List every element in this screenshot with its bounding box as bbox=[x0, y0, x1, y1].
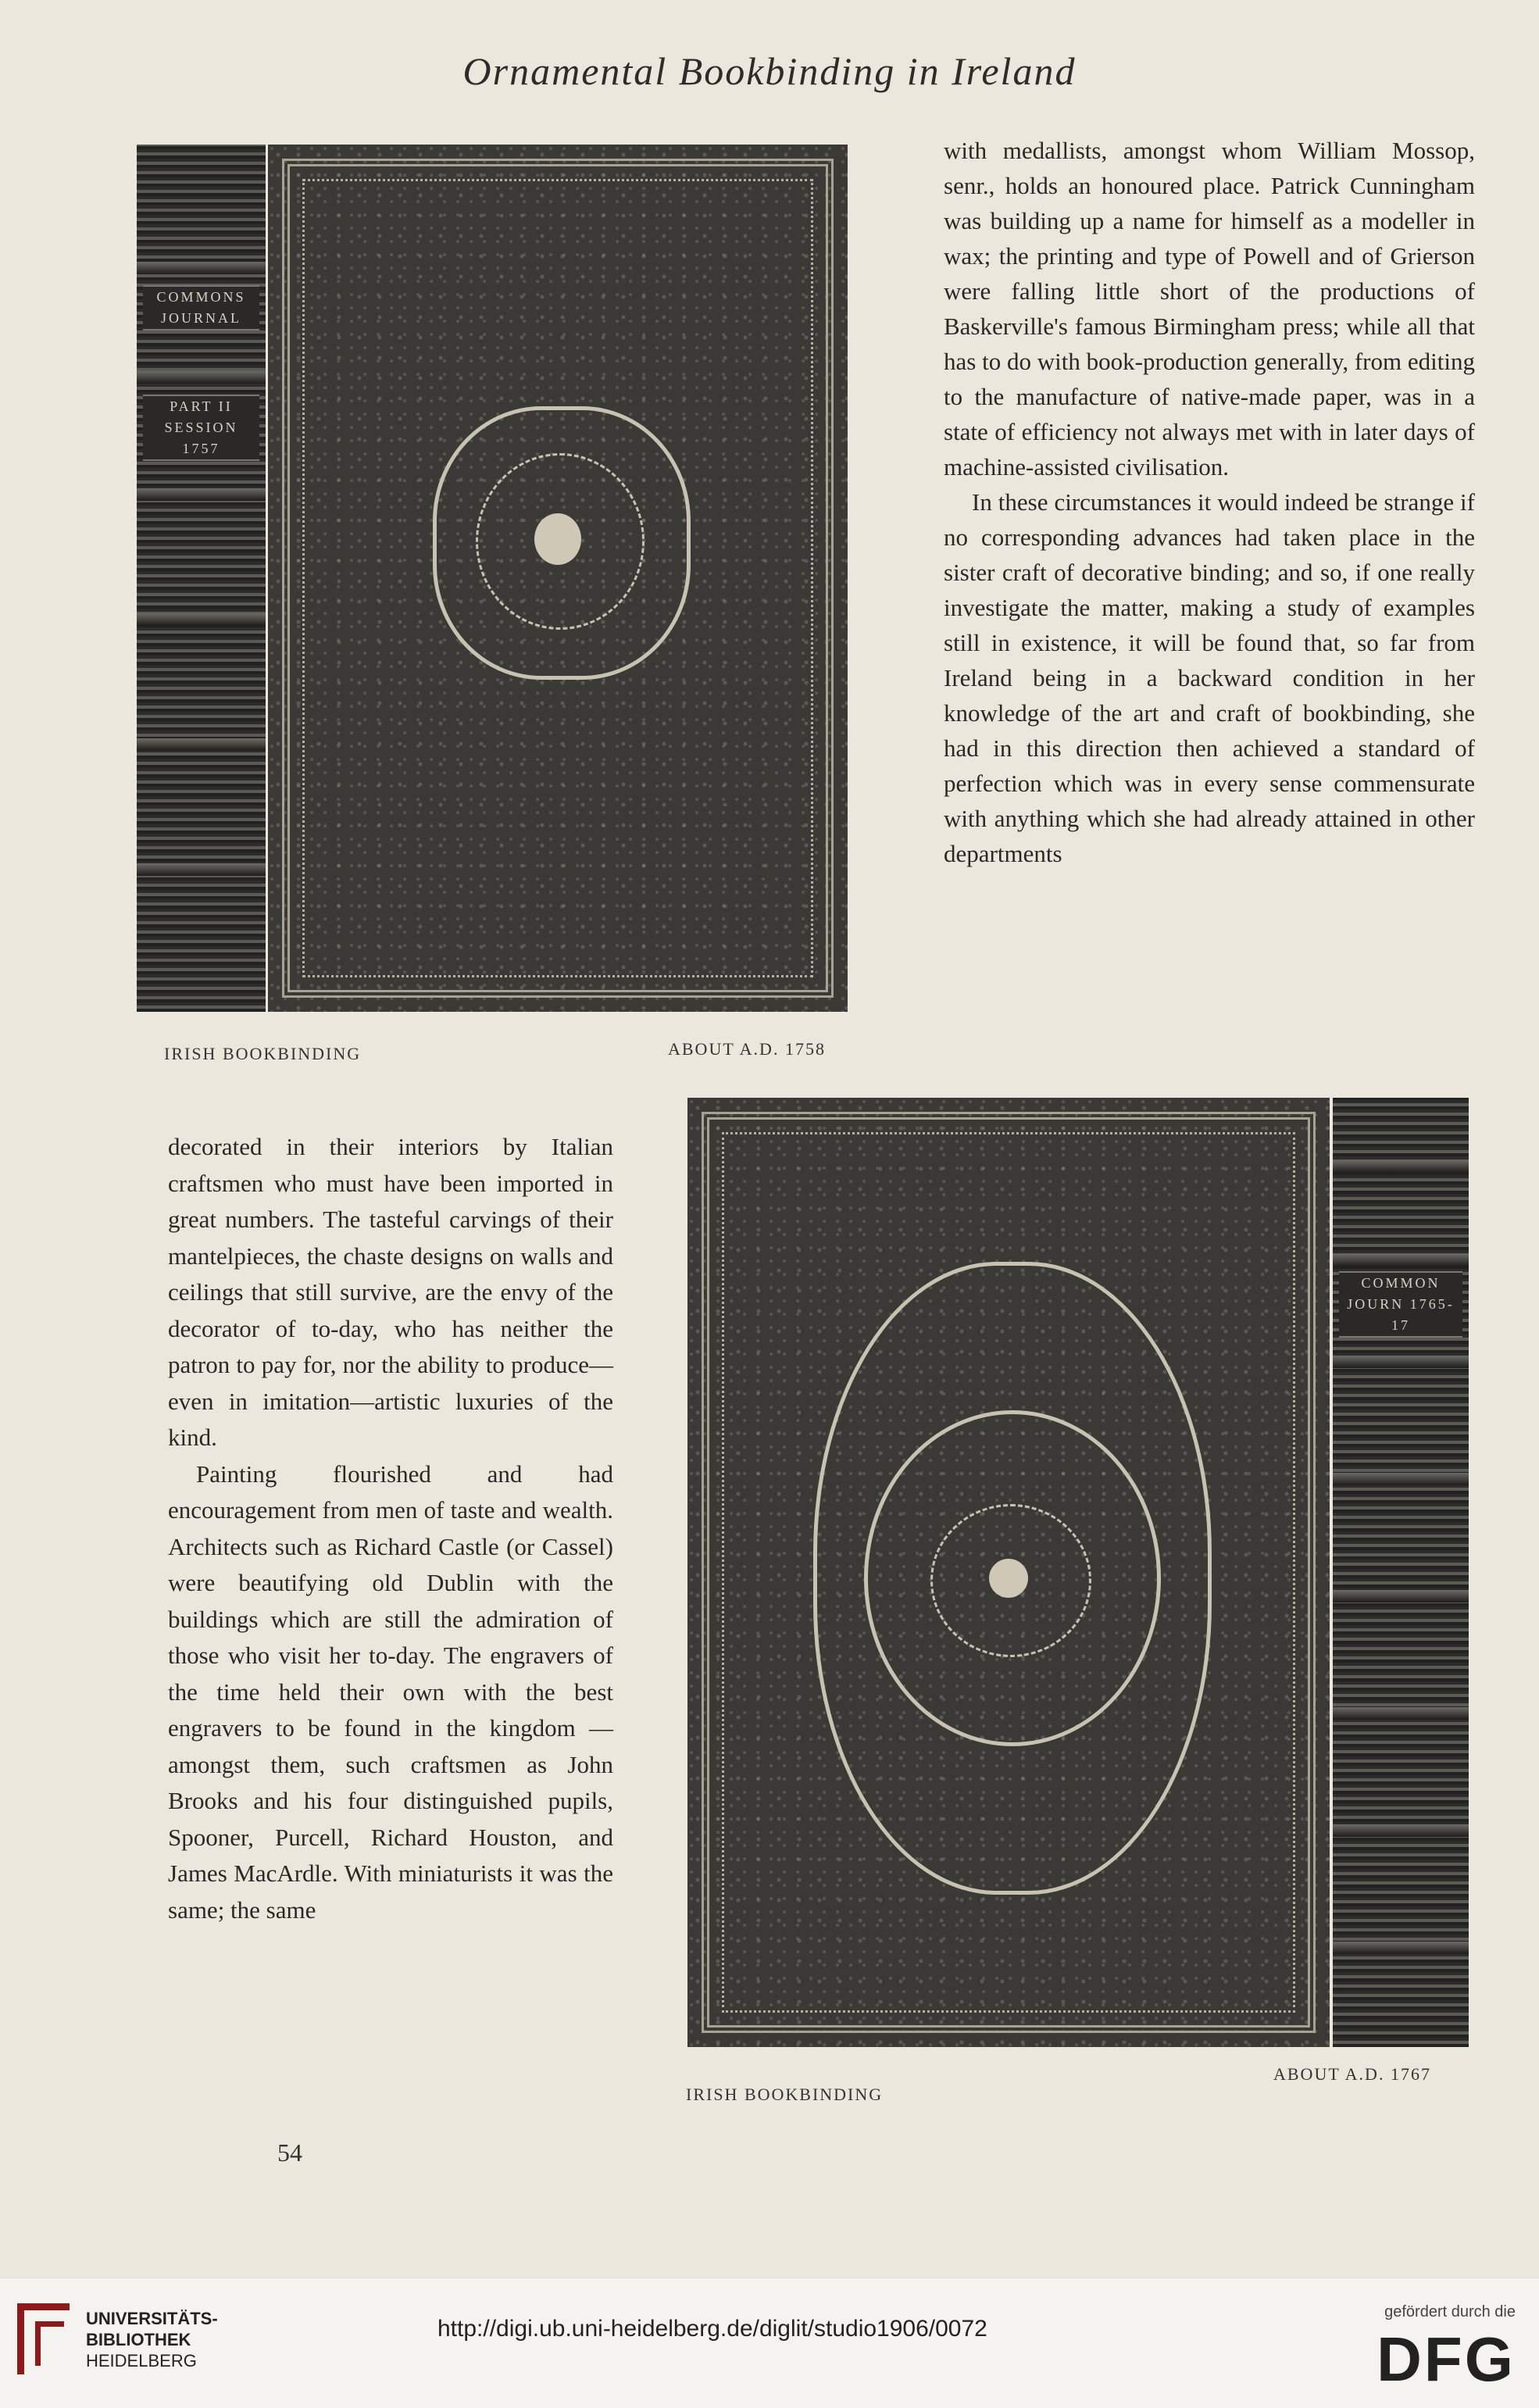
figure-1-caption-left: IRISH BOOKBINDING bbox=[164, 1044, 362, 1063]
figure-2-cover bbox=[687, 1098, 1330, 2047]
figure-2-caption-right: ABOUT A.D. 1767 bbox=[1273, 2064, 1431, 2084]
digitization-footer bbox=[0, 2278, 1539, 2408]
library-name: UNIVERSITÄTS- BIBLIOTHEK HEIDELBERG bbox=[86, 2309, 218, 2370]
funding-note: gefördert durch die bbox=[1384, 2303, 1516, 2320]
right-paragraph-1: with medallists, amongst whom William Mossop, senr., holds an honoured place. Patrick Cunningham was building up a name for himself as a modeller in wax; the printing and type of Powell and of Grierson were falling little short of the productions of Baskerville's famous Birmingham press; while all that has to do with book-production generally, from editing to the manufacture of native-made paper, was in a state of efficiency not always met with in later days of machine-assisted civilisation. bbox=[944, 137, 1475, 481]
left-text-column bbox=[168, 1129, 613, 1928]
figure-1-spine-label-1: COMMONS JOURNAL bbox=[143, 285, 259, 330]
figure-2-spine bbox=[1333, 1098, 1469, 2047]
left-paragraph-2: Painting flourished and had encouragement from men of taste and wealth. Architects such as Richard Castle (or Cassel) were beautifying old Dublin with the buildings which are still the admiration of those who visit her to-day. The engravers of the time held their own with the best engravers to be found in the kingdom — amongst them, such craftsmen as John Brooks and his four distinguished pupils, Spooner, Purcell, Richard Houston, and James MacArdle. With miniaturists it was the same; the same bbox=[168, 1459, 613, 1924]
page-number: 54 bbox=[277, 2138, 302, 2167]
running-title: Ornamental Bookbinding in Ireland bbox=[462, 49, 1077, 93]
right-paragraph-2: In these circumstances it would indeed be strange if no corresponding advances had taken place in the sister craft of decorative binding; and so, if one really investigate the matter, making a study of examples still in existence, it will be found that, so far from Ireland being in a backward condition in her knowledge of the art and craft of bookbinding, she had in this direction then achieved a standard of perfection which was in every sense commensurate with anything which she had already attained in other departments bbox=[944, 488, 1475, 867]
figure-1-caption-right: ABOUT A.D. 1758 bbox=[668, 1039, 826, 1059]
figure-2-spine-label: COMMON JOURN 1765-17 bbox=[1339, 1271, 1462, 1338]
figure-1-bookbinding-image bbox=[137, 145, 848, 1012]
permalink-url[interactable]: http://digi.ub.uni-heidelberg.de/diglit/studio1906/0072 bbox=[437, 2316, 987, 2342]
figure-1-spine bbox=[137, 145, 266, 1012]
figure-1-spine-label-2: PART II SESSION 1757 bbox=[143, 395, 259, 461]
figure-2-caption-left: IRISH BOOKBINDING bbox=[686, 2085, 884, 2104]
dfg-logo: DFG bbox=[1377, 2324, 1516, 2394]
right-text-column bbox=[944, 133, 1475, 871]
figure-1-cover bbox=[268, 145, 848, 1012]
figure-2-bookbinding-image bbox=[687, 1098, 1469, 2047]
library-logo-icon bbox=[17, 2303, 70, 2374]
left-paragraph-1: decorated in their interiors by Italian craftsmen who must have been imported in great numbers. The tasteful carvings of their mantelpieces, the chaste designs on walls and ceilings that still survive, are the envy of the decorator of to-day, who has neither the patron to pay for, nor the ability to produce—even in imitation—artistic luxuries of the kind. bbox=[168, 1133, 613, 1451]
